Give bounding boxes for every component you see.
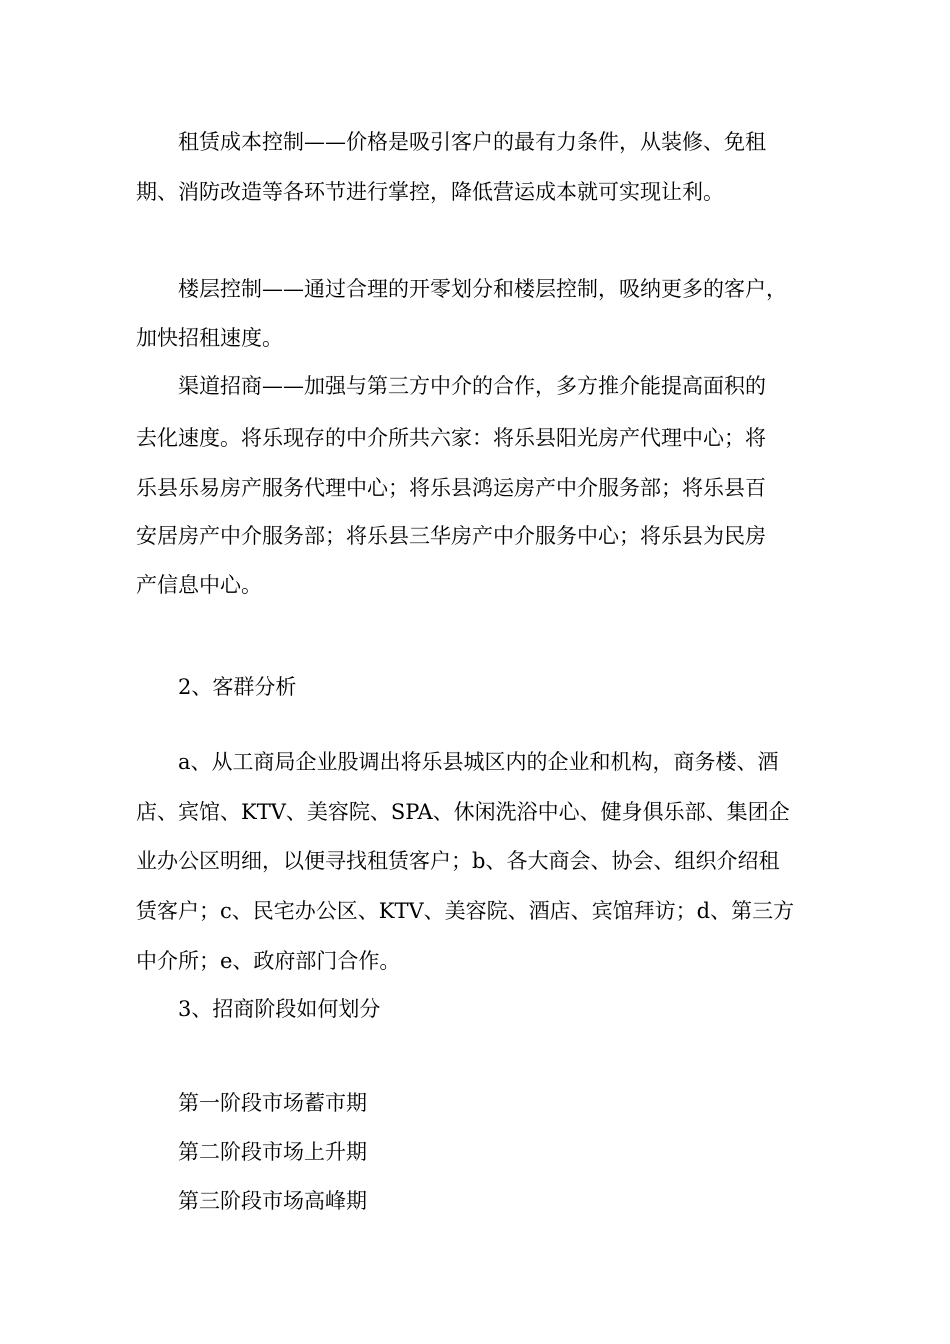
stage-item-1: 第一阶段市场蓄市期 <box>178 1091 367 1115</box>
stage-item-3: 第三阶段市场高峰期 <box>178 1189 367 1213</box>
section-heading-customer-analysis: 2、客群分析 <box>178 675 297 699</box>
stage-item-2: 第二阶段市场上升期 <box>178 1140 367 1164</box>
paragraph-line: 产信息中心。 <box>136 573 262 597</box>
paragraph-line: 去化速度。将乐现存的中介所共六家：将乐县阳光房产代理中心；将 <box>136 426 766 450</box>
paragraph-line: 乐县乐易房产服务代理中心；将乐县鸿运房产中介服务部；将乐县百 <box>136 476 766 500</box>
paragraph-line: 期、消防改造等各环节进行掌控，降低营运成本就可实现让利。 <box>136 180 724 204</box>
paragraph-line: 安居房产中介服务部；将乐县三华房产中介服务中心；将乐县为民房 <box>136 524 766 548</box>
paragraph-line: 中介所；e、政府部门合作。 <box>136 949 401 973</box>
paragraph-line: 租赁成本控制——价格是吸引客户的最有力条件，从装修、免租 <box>178 130 766 154</box>
paragraph-line: 加快招租速度。 <box>136 326 283 350</box>
paragraph-line: a、从工商局企业股调出将乐县城区内的企业和机构，商务楼、酒 <box>178 750 779 774</box>
paragraph-line: 楼层控制——通过合理的开零划分和楼层控制，吸纳更多的客户， <box>178 277 787 301</box>
paragraph-line: 赁客户；c、民宅办公区、KTV、美容院、酒店、宾馆拜访；d、第三方 <box>136 899 795 923</box>
paragraph-line: 业办公区明细，以便寻找租赁客户；b、各大商会、协会、组织介绍租 <box>136 849 780 873</box>
paragraph-line: 店、宾馆、KTV、美容院、SPA、休闲洗浴中心、健身俱乐部、集团企 <box>136 800 790 824</box>
paragraph-line: 渠道招商——加强与第三方中介的合作，多方推介能提高面积的 <box>178 374 766 398</box>
section-heading-stages: 3、招商阶段如何划分 <box>178 997 381 1021</box>
